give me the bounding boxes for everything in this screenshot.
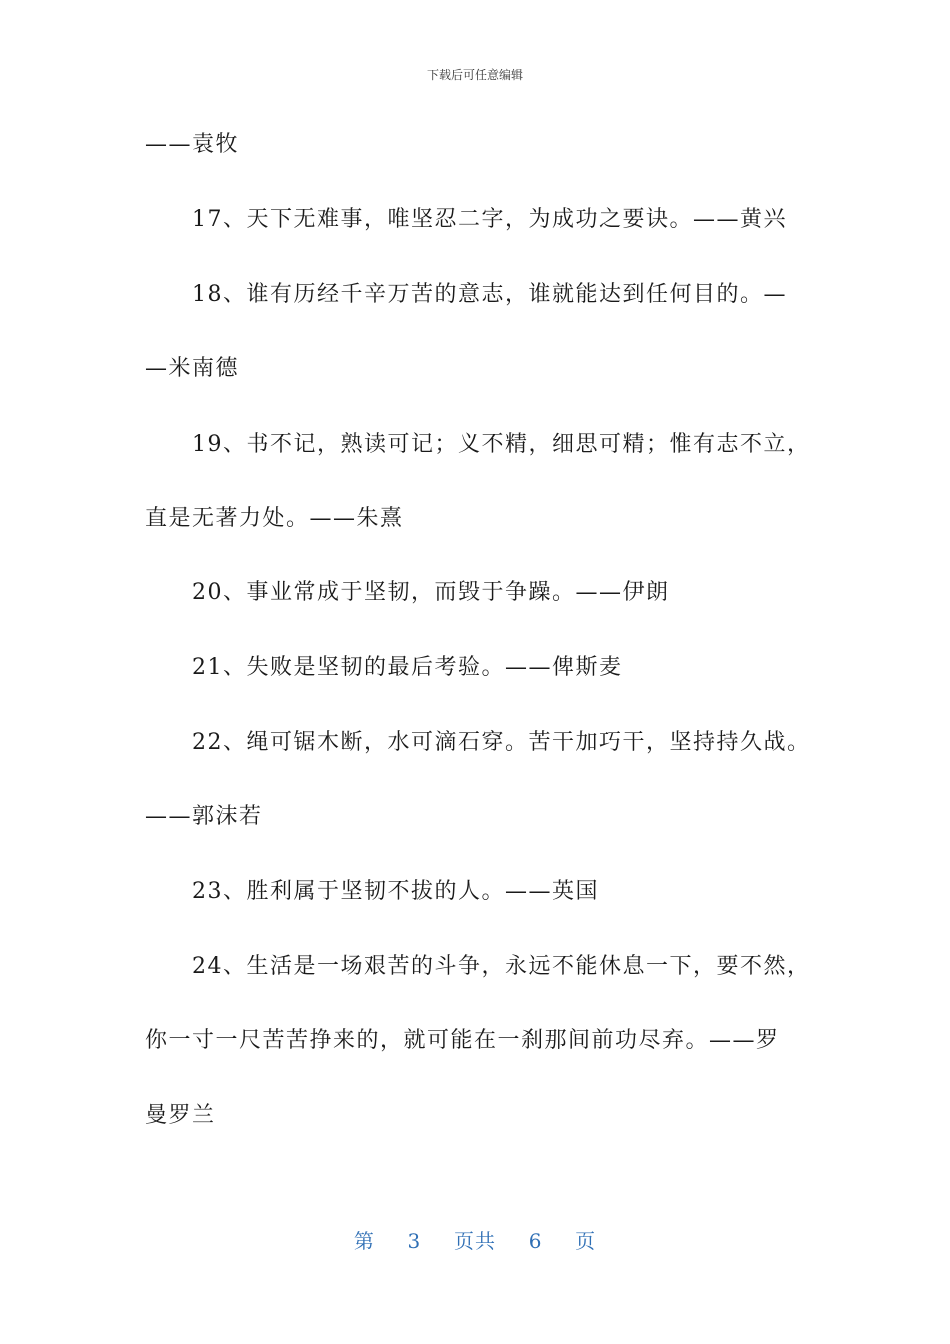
- footer-prefix: 第: [353, 1229, 375, 1253]
- text-line: ——袁牧: [145, 132, 240, 157]
- total-pages-number: 6: [528, 1229, 543, 1253]
- quote-22: 22、绳可锯木断，水可滴石穿。苦干加巧干，坚持持久战。: [192, 730, 811, 755]
- text-line: ——郭沫若: [145, 804, 263, 829]
- text-line: 直是无著力处。——朱熹: [145, 506, 404, 531]
- page-footer: [0, 1225, 950, 1254]
- text-line: —米南德: [145, 356, 240, 381]
- text-line: 曼罗兰: [145, 1103, 216, 1128]
- quote-20: 20、事业常成于坚韧，而毁于争躁。——伊朗: [192, 580, 670, 605]
- page-header: 下载后可任意编辑: [426, 68, 523, 82]
- quote-17: 17、天下无难事，唯坚忍二字，为成功之要诀。——黄兴: [192, 207, 787, 232]
- current-page-number: 3: [407, 1229, 422, 1253]
- text-line: 你一寸一尺苦苦挣来的，就可能在一刹那间前功尽弃。——罗: [145, 1028, 780, 1053]
- quote-23: 23、胜利属于坚韧不拔的人。——英国: [192, 879, 599, 904]
- quote-21: 21、失败是坚韧的最后考验。——俾斯麦: [192, 655, 623, 680]
- quote-19: 19、书不记，熟读可记；义不精，细思可精；惟有志不立，: [192, 432, 811, 457]
- footer-middle: 页共: [454, 1229, 496, 1253]
- footer-suffix: 页: [575, 1229, 597, 1253]
- quote-18: 18、谁有历经千辛万苦的意志，谁就能达到任何目的。—: [192, 282, 787, 307]
- quote-24: 24、生活是一场艰苦的斗争，永远不能休息一下，要不然，: [192, 954, 811, 979]
